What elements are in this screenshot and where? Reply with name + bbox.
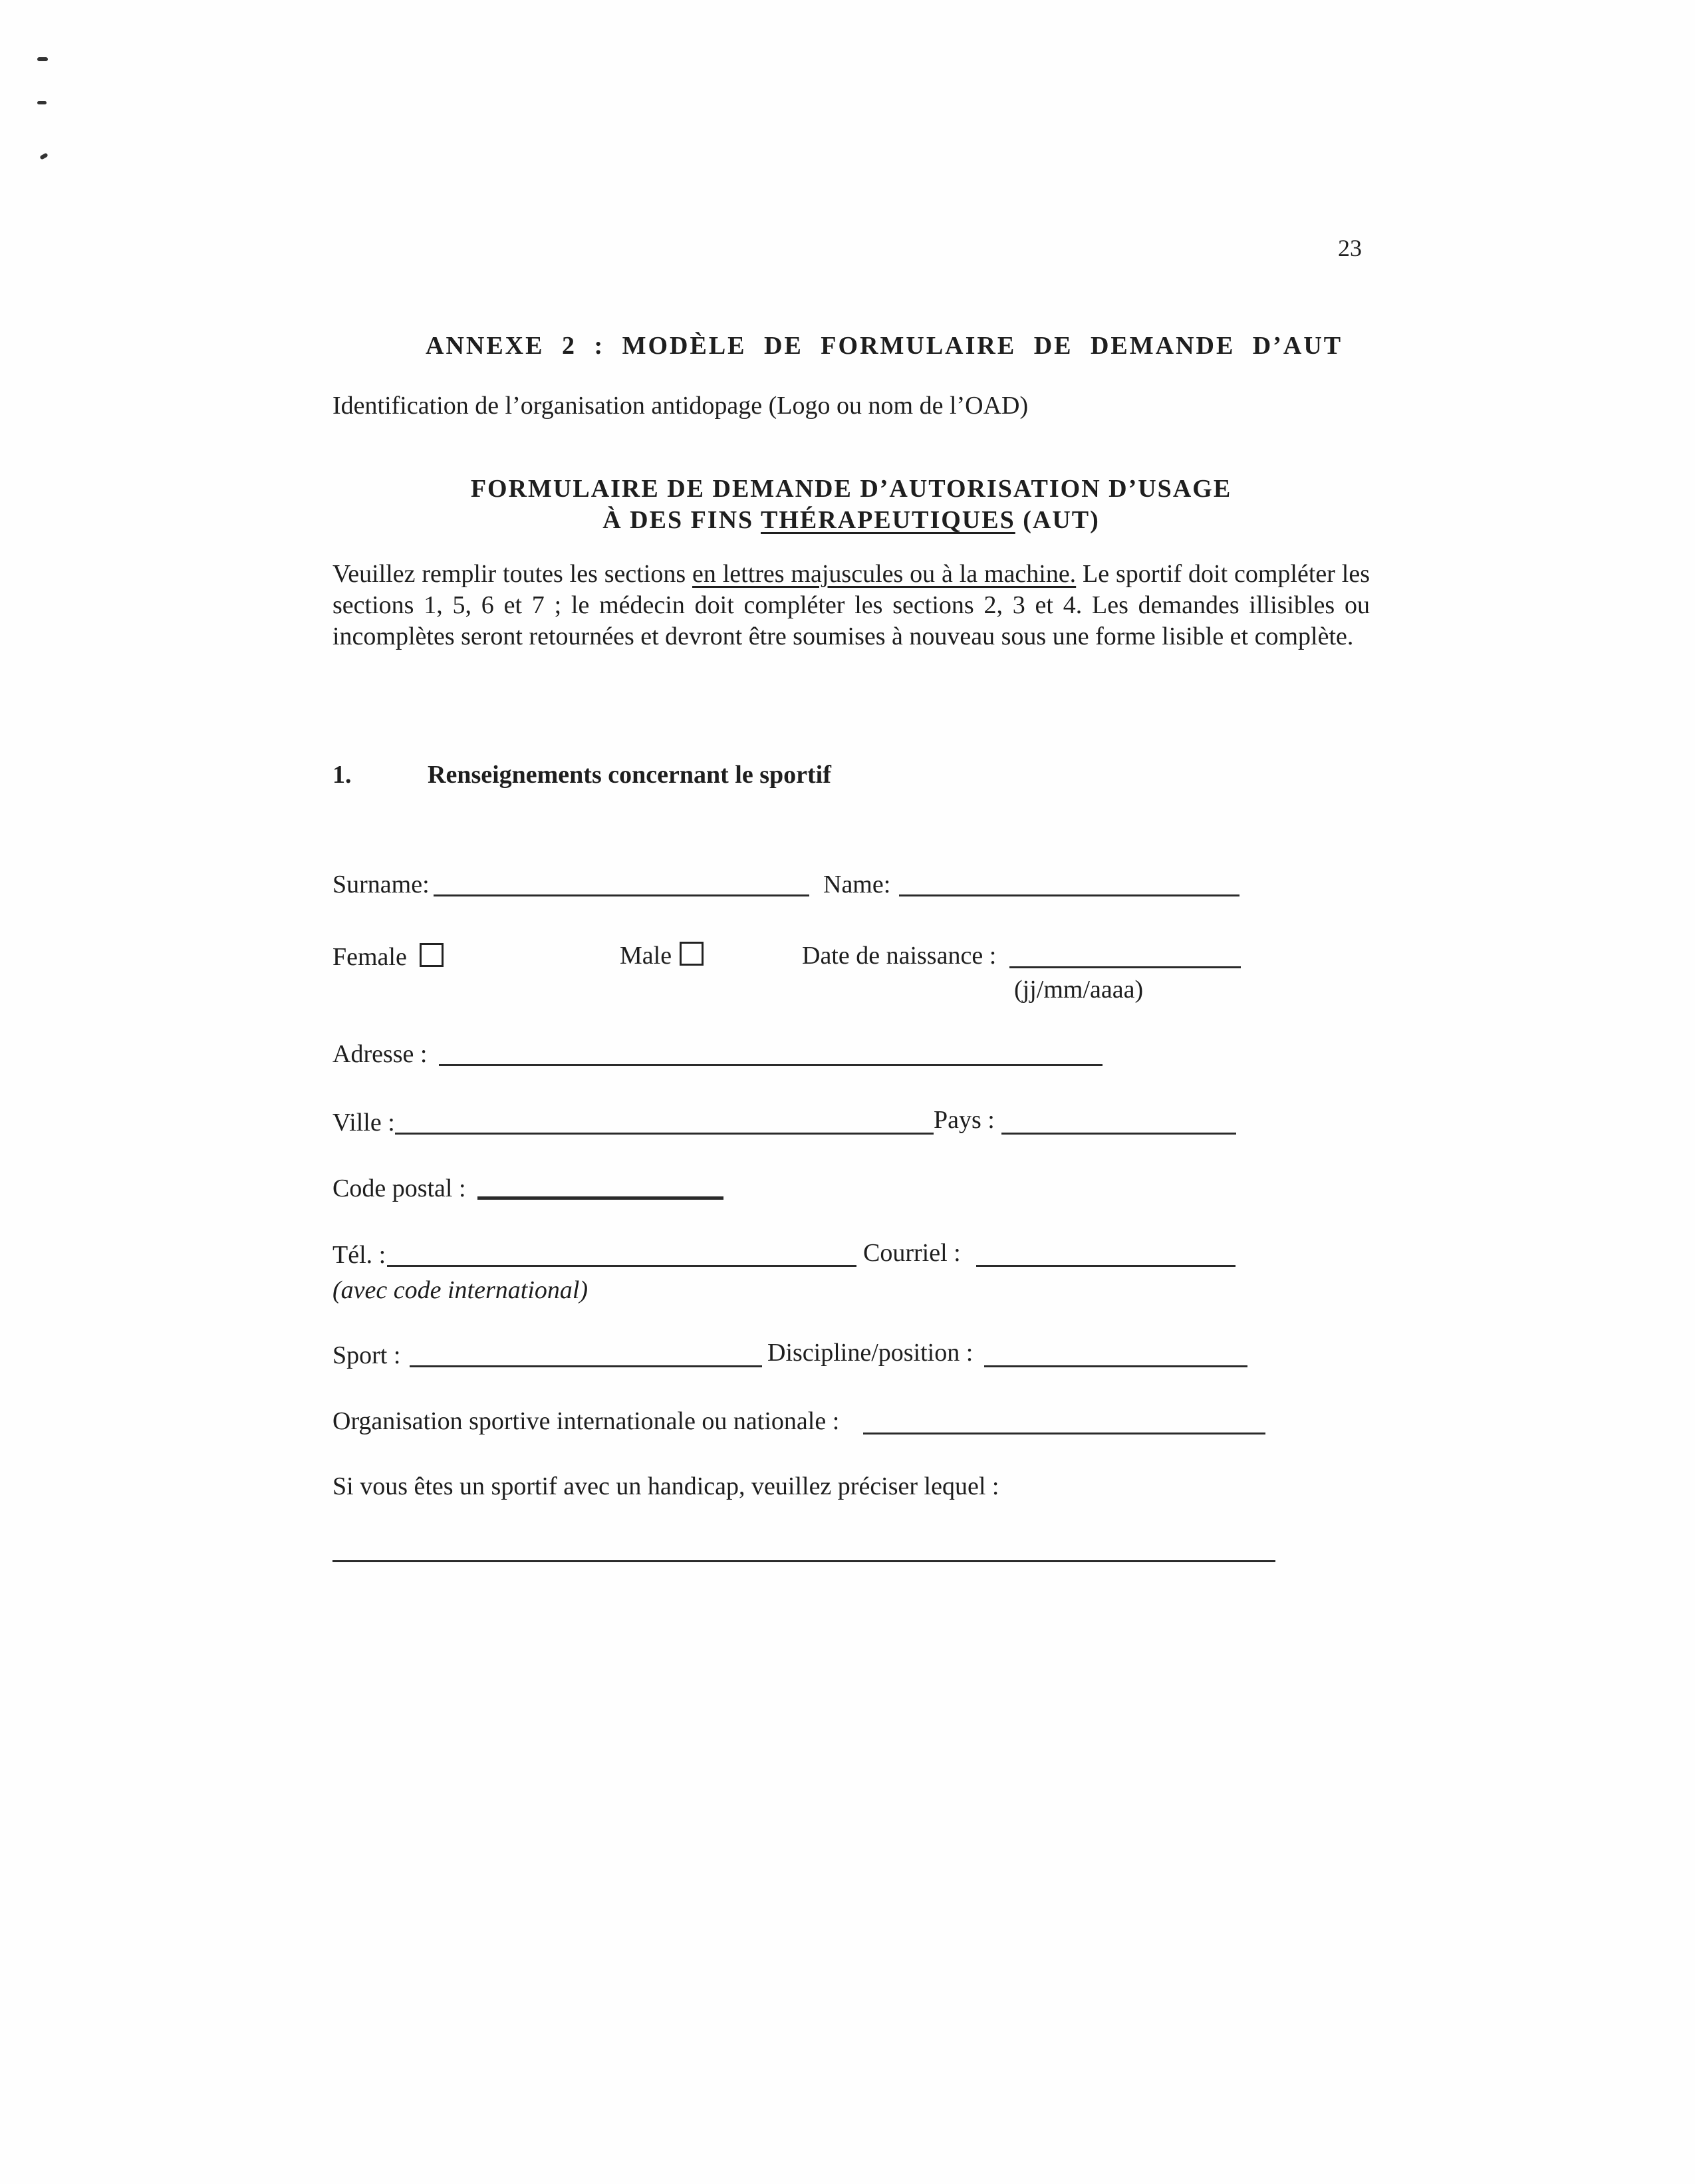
postal-code-field-line[interactable]: [477, 1196, 723, 1200]
phone-field-line[interactable]: [387, 1265, 856, 1267]
page-number: 23: [1338, 235, 1362, 261]
male-label: Male: [620, 942, 672, 970]
male-checkbox[interactable]: [680, 942, 704, 966]
form-title-prefix: À DES FINS: [602, 506, 761, 534]
organisation-label: Organisation sportive internationale ou nationale :: [332, 1407, 840, 1435]
organisation-identification: Identification de l’organisation antidopage (Logo ou nom de l’OAD): [332, 392, 1029, 420]
instructions-underlined: en lettres majuscules ou à la machine.: [692, 560, 1077, 588]
form-title-line-1: FORMULAIRE DE DEMANDE D’AUTORISATION D’USAGE: [470, 475, 1232, 503]
country-label: Pays :: [934, 1106, 995, 1134]
instructions-part-2: Le sportif doit compléter les sections 1, 5, 6 et 7 ; le médecin doit compléter les sections 2, 3 et 4. Les demandes illisibles ou incomplètes seront retournées et devront être soumises à nouveau sous une forme lisible et complète.: [332, 560, 1370, 650]
scan-mark: [37, 57, 48, 61]
address-label: Adresse :: [332, 1040, 428, 1068]
address-field-line[interactable]: [439, 1064, 1103, 1066]
name-label: Name:: [823, 871, 891, 898]
scan-mark: [37, 101, 47, 104]
female-label: Female: [332, 943, 407, 971]
city-field-line[interactable]: [395, 1133, 934, 1135]
phone-label: Tél. :: [332, 1241, 386, 1269]
city-label: Ville :: [332, 1109, 395, 1137]
birthdate-format: (jj/mm/aaaa): [1014, 976, 1144, 1004]
postal-code-label: Code postal :: [332, 1174, 466, 1202]
name-field-line[interactable]: [899, 894, 1239, 896]
scan-mark: [39, 152, 48, 160]
handicap-field-line[interactable]: [332, 1560, 1275, 1562]
female-checkbox[interactable]: [420, 943, 444, 967]
instructions-part-1: Veuillez remplir toutes les sections: [332, 560, 693, 588]
organisation-field-line[interactable]: [863, 1433, 1265, 1434]
discipline-label: Discipline/position :: [767, 1339, 974, 1367]
instructions-paragraph: [332, 559, 1370, 652]
phone-note: (avec code international): [332, 1276, 588, 1304]
country-field-line[interactable]: [1001, 1133, 1236, 1135]
email-field-line[interactable]: [976, 1265, 1236, 1267]
discipline-field-line[interactable]: [984, 1365, 1247, 1367]
sport-field-line[interactable]: [410, 1365, 762, 1367]
annex-title: ANNEXE 2 : MODÈLE DE FORMULAIRE DE DEMANDE D’AUT: [426, 332, 1343, 360]
handicap-label: Si vous êtes un sportif avec un handicap, veuillez préciser lequel :: [332, 1472, 999, 1500]
form-title-underlined: THÉRAPEUTIQUES: [760, 506, 1015, 534]
email-label: Courriel :: [863, 1239, 961, 1267]
birthdate-field-line[interactable]: [1009, 966, 1241, 968]
form-title-suffix: (AUT): [1015, 506, 1100, 534]
surname-label: Surname:: [332, 871, 430, 898]
form-title-line-2: [332, 505, 1370, 535]
surname-field-line[interactable]: [434, 894, 809, 896]
section-number: 1.: [332, 761, 352, 789]
sport-label: Sport :: [332, 1341, 401, 1369]
birthdate-label: Date de naissance :: [802, 942, 997, 970]
section-title: Renseignements concernant le sportif: [428, 761, 831, 789]
